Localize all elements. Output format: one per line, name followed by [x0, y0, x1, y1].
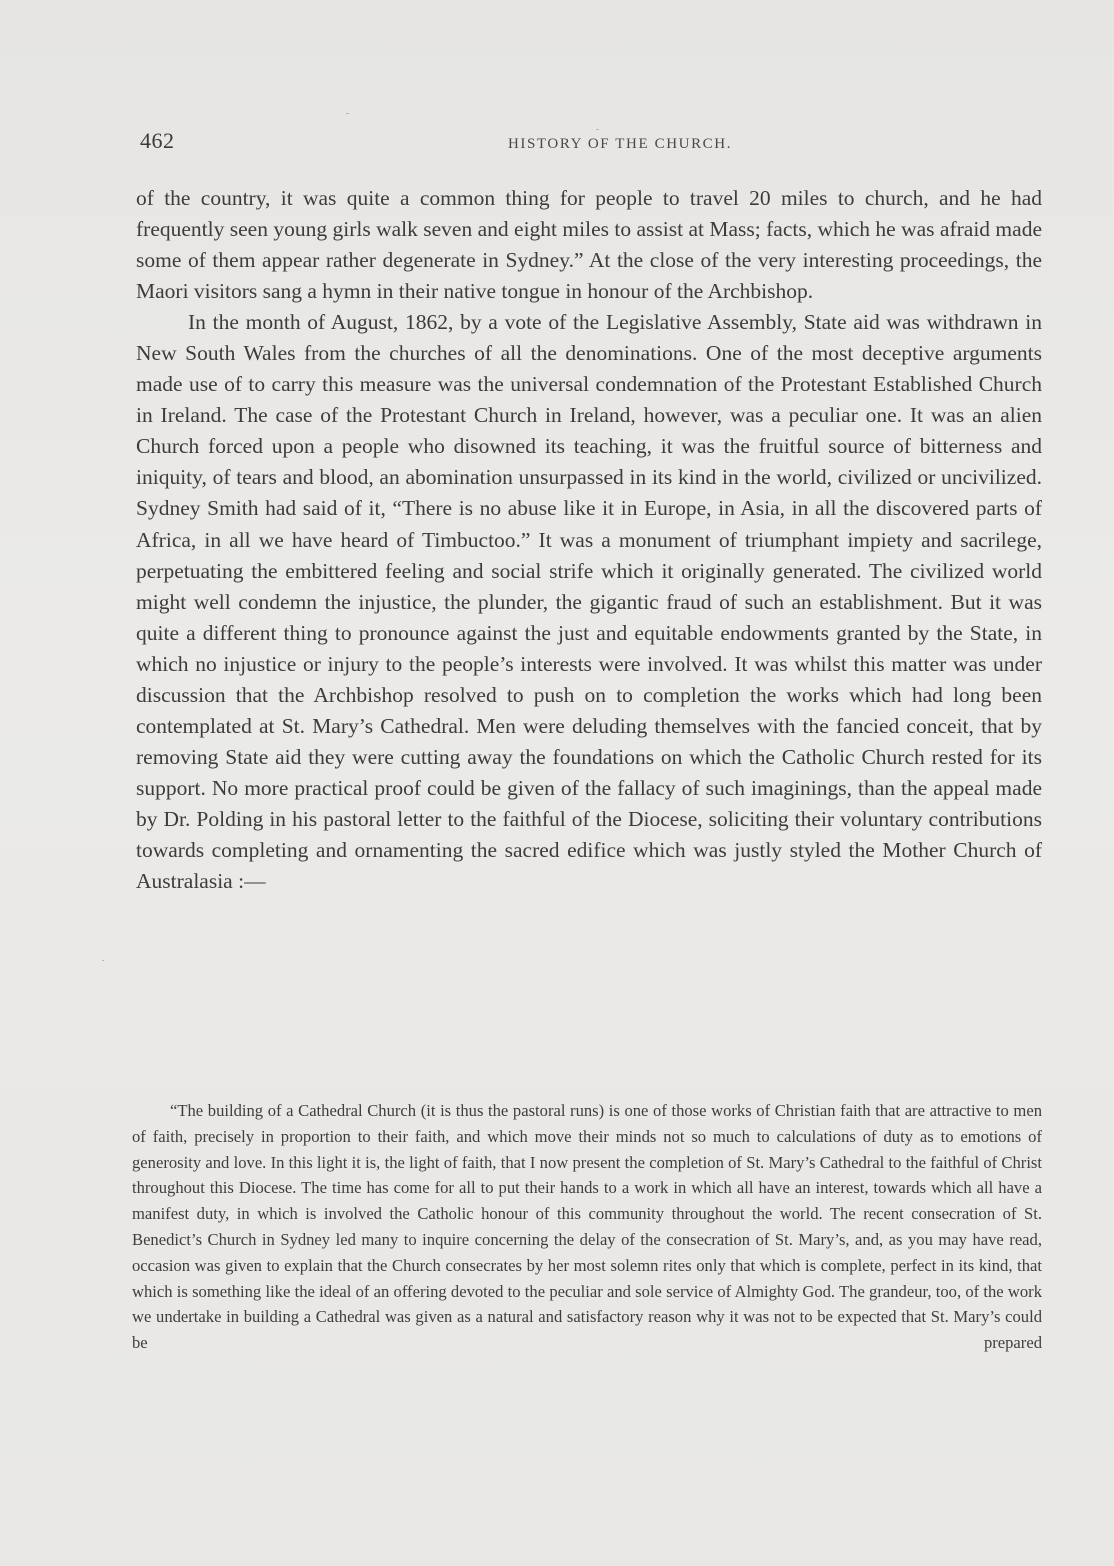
body-text	[136, 183, 1042, 897]
quotation-text: “The building of a Cathedral Church (it is thus the pastoral runs) is one of those works of Christian faith that are attractive to men of faith, precisely in proportion to their faith, and which move their minds not so much to calculations of duty as to emotions of generosity and love. In this light it is, the light of faith, that I now present the completion of St. Mary’s Cathedral to the faithful of Christ throughout this Diocese. The time has come for all to put their hands to a work in which all have an interest, towards which all have a manifest duty, in which is involved the Catholic honour of this community throughout the world. The recent consecration of St. Benedict’s Church in Sydney led many to inquire concerning the delay of the consecration of St. Mary’s, and, as you may have read, occasion was given to explain that the Church consecrates by her most solemn rites only that which is complete, perfect in its kind, that which is something like the ideal of an offering devoted to the peculiar and sole service of Almighty God. The grandeur, too, of the work we undertake in building a Cathedral was given as a natural and satisfactory reason why it was not to be expected that St. Mary’s could be prepared	[132, 1101, 1042, 1353]
paragraph-continuation: of the country, it was quite a common thing for people to travel 20 miles to church, and he had frequently seen young girls walk seven and eight miles to assist at Mass; facts, which he was afraid made some of them appear rather degenerate in Sydney.” At the close of the very interesting proceedings, the Maori visitors sang a hymn in their native tongue in honour of the Archbishop.	[136, 186, 1042, 304]
page-number: 462	[140, 128, 175, 153]
paper-speck	[346, 113, 349, 114]
running-head: HISTORY OF THE CHURCH.	[507, 136, 733, 152]
page-header	[138, 128, 1042, 158]
paragraph-state-aid: In the month of August, 1862, by a vote of the Legislative Assembly, State aid was withdrawn in New South Wales from the churches of all the denominations. One of the most deceptive arguments made use of to carry this measure was the universal condemnation of the Protestant Established Church in Ireland. The case of the Protestant Church in Ireland, however, was a peculiar one. It was an alien Church forced upon a people who disowned its teaching, it was the fruitful source of bitterness and iniquity, of tears and blood, an abomination unsurpassed in its kind in the world, civilized or uncivilized. Sydney Smith had said of it, “There is no abuse like it in Europe, in Asia, in all the discovered parts of Africa, in all we have heard of Timbuctoo.” It was a monument of triumphant impiety and sacrilege, perpetuating the embittered feeling and social strife which it originally generated. The civilized world might well condemn the injustice, the plunder, the gigantic fraud of such an establishment. But it was quite a different thing to pronounce against the just and equitable endowments granted by the State, in which no injustice or injury to the people’s interests were involved. It was whilst this matter was under discussion that the Archbishop resolved to push on to completion the works which had long been contemplated at St. Mary’s Cathedral. Men were deluding themselves with the fancied conceit, that by removing State aid they were cutting away the foundations on which the Catholic Church rested for its support. No more practical proof could be given of the fallacy of such imaginings, than the appeal made by Dr. Polding in his pastoral letter to the faithful of the Diocese, soliciting their voluntary contributions towards completing and ornamenting the sacred edifice which was justly styled the Mother Church of Australasia :—	[136, 310, 1042, 894]
pastoral-letter-quotation	[132, 1098, 1042, 1356]
paper-speck	[102, 960, 104, 961]
